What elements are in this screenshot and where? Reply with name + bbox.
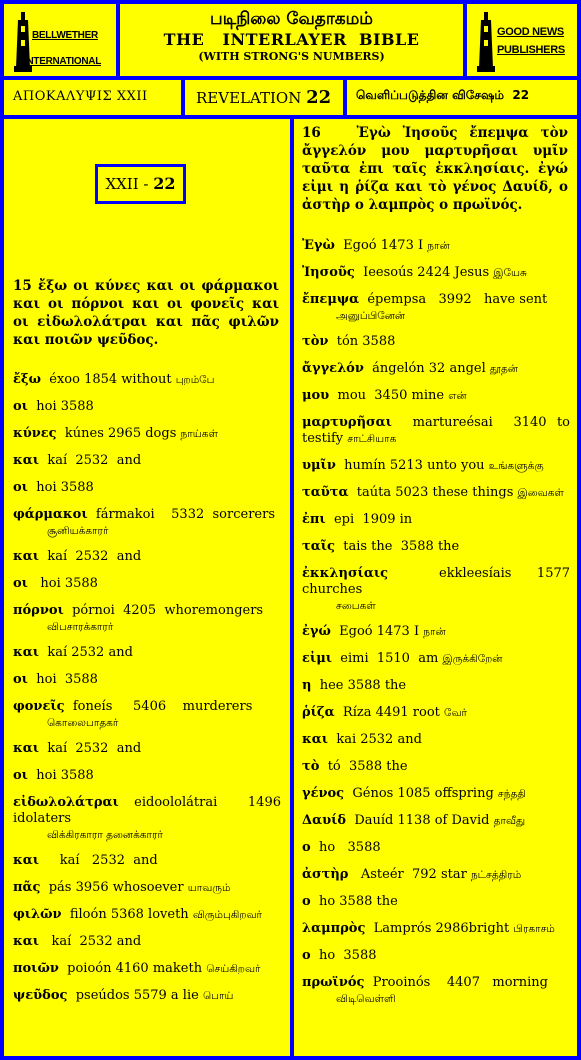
word-row bbox=[13, 507, 281, 539]
english-chapter-number: 22 bbox=[306, 87, 332, 108]
greek-word: ἔπεμψα bbox=[302, 292, 360, 307]
transliteration-strongs-gloss: kaí 2532 and bbox=[43, 453, 146, 468]
greek-word: ἐγώ bbox=[302, 624, 331, 639]
tamil-ref-text: வெளிப்படுத்தின விசேஷம் 22 bbox=[356, 88, 530, 102]
word-row bbox=[13, 645, 281, 661]
word-row bbox=[302, 566, 579, 614]
transliteration-strongs-gloss: hoi 3588 bbox=[32, 480, 98, 495]
transliteration-strongs-gloss: ho 3588 bbox=[314, 840, 385, 855]
greek-word: ταῖς bbox=[302, 539, 335, 554]
tamil-gloss: உங்களுக்கு bbox=[488, 460, 544, 472]
greek-word: ἐκκλησίαις bbox=[302, 566, 389, 581]
tamil-gloss: தூதன் bbox=[489, 363, 518, 375]
word-row bbox=[13, 372, 281, 388]
greek-word: Ἰησοῦς bbox=[302, 265, 355, 280]
word-row bbox=[302, 759, 570, 775]
english-book-reference bbox=[185, 80, 343, 115]
good-news-logo bbox=[475, 12, 575, 72]
greek-word: λαμπρὸς bbox=[302, 921, 366, 936]
word-row bbox=[302, 334, 570, 350]
word-row bbox=[302, 651, 570, 667]
tower-icon bbox=[475, 12, 497, 72]
transliteration-strongs-gloss: eidoololátrai 1496 idolaters bbox=[13, 795, 286, 826]
transliteration-strongs-gloss: ángelón 32 angel bbox=[368, 361, 490, 376]
transliteration-strongs-gloss: martureésai 3140 to testify bbox=[302, 415, 575, 446]
transliteration-strongs-gloss: hee 3588 the bbox=[315, 678, 411, 693]
tamil-gloss: சூனியக்காரர் bbox=[47, 525, 109, 537]
transliteration-strongs-gloss: kaí 2532 and bbox=[43, 741, 146, 756]
english-book-name: REVELATION bbox=[196, 89, 302, 107]
right-word-list bbox=[302, 238, 579, 1017]
transliteration-strongs-gloss: Egoó 1473 I bbox=[335, 624, 424, 639]
transliteration-strongs-gloss: Génos 1085 offspring bbox=[348, 786, 498, 801]
transliteration-strongs-gloss: ho 3588 the bbox=[314, 894, 402, 909]
greek-word: φονεῖς bbox=[13, 699, 65, 714]
transliteration-strongs-gloss: kaí 2532 and bbox=[43, 853, 162, 868]
word-row bbox=[302, 512, 570, 528]
word-row bbox=[302, 732, 570, 748]
transliteration-strongs-gloss: Ieesoús 2424 Jesus bbox=[358, 265, 494, 280]
greek-word: πόρνοι bbox=[13, 603, 64, 618]
transliteration-strongs-gloss: épempsa 3992 have sent bbox=[363, 292, 552, 307]
greek-word: ἄγγελόν bbox=[302, 361, 364, 376]
transliteration-strongs-gloss: hoi 3588 bbox=[32, 399, 98, 414]
tamil-gloss: அனுப்பினேன் bbox=[336, 310, 406, 322]
greek-word: οι bbox=[13, 768, 28, 783]
word-row bbox=[302, 238, 570, 254]
tamil-gloss: இருக்கிறேன் bbox=[442, 653, 503, 665]
word-row bbox=[13, 961, 281, 977]
greek-word: και bbox=[13, 549, 40, 564]
greek-book-reference bbox=[4, 80, 181, 115]
word-row bbox=[302, 678, 570, 694]
verse-15-greek: 15 ἔξω οι κύνες και οι φάρμακοι και οι πόρνοι και οι φονεῖς και οι εἰδωλολάτραι και πᾶς φιλῶν και ποιῶν ψεῦδος. bbox=[13, 278, 279, 348]
transliteration-strongs-gloss: Ríza 4491 root bbox=[338, 705, 445, 720]
tamil-gloss: பிரகாசம் bbox=[513, 923, 555, 935]
transliteration-strongs-gloss: ekkleesíais 1577 churches bbox=[302, 566, 579, 597]
greek-word: τὸ bbox=[302, 759, 320, 774]
transliteration-strongs-gloss: éxoo 1854 without bbox=[45, 372, 176, 387]
transliteration-strongs-gloss: poioón 4160 maketh bbox=[63, 961, 207, 976]
transliteration-strongs-gloss: kaí 2532 and bbox=[43, 645, 138, 660]
greek-word: πρωϊνός bbox=[302, 975, 365, 990]
transliteration-strongs-gloss: hoi 3588 bbox=[32, 576, 103, 591]
greek-word: ταῦτα bbox=[302, 485, 349, 500]
transliteration-strongs-gloss: tón 3588 bbox=[332, 334, 400, 349]
transliteration-strongs-gloss: Prooinós 4407 morning bbox=[368, 975, 553, 990]
tamil-gloss: பொய் bbox=[202, 990, 234, 1002]
transliteration-strongs-gloss: pórnoi 4205 whoremongers bbox=[67, 603, 268, 618]
word-row bbox=[302, 840, 570, 856]
word-row bbox=[302, 265, 570, 281]
tamil-gloss: கொலைபாதகர் bbox=[47, 717, 119, 729]
word-row bbox=[13, 768, 281, 784]
word-row bbox=[13, 672, 281, 688]
word-row bbox=[302, 458, 570, 474]
greek-ref-text: ΑΠΟΚΑΛΥΨΙΣ XXII bbox=[13, 89, 148, 104]
greek-word: και bbox=[13, 741, 40, 756]
word-row bbox=[302, 415, 575, 447]
greek-word: γένος bbox=[302, 786, 345, 801]
greek-word: οι bbox=[13, 576, 28, 591]
greek-word: εἰδωλολάτραι bbox=[13, 795, 119, 810]
transliteration-strongs-gloss: kai 2532 and bbox=[332, 732, 427, 747]
word-row bbox=[302, 975, 570, 1007]
transliteration-strongs-gloss: tó 3588 the bbox=[323, 759, 412, 774]
greek-word: φάρμακοι bbox=[13, 507, 88, 522]
right-column bbox=[294, 119, 577, 1056]
left-word-list bbox=[13, 372, 286, 1015]
greek-word: ψεῦδος bbox=[13, 988, 68, 1003]
tamil-gloss: நாய்கள் bbox=[180, 428, 218, 440]
transliteration-strongs-gloss: pás 3956 whosoever bbox=[44, 880, 188, 895]
word-row bbox=[13, 741, 281, 757]
word-row bbox=[302, 921, 570, 937]
greek-word: υμῖν bbox=[302, 458, 336, 473]
word-row bbox=[302, 624, 570, 640]
transliteration-strongs-gloss: taúta 5023 these things bbox=[352, 485, 518, 500]
tamil-gloss: என் bbox=[448, 390, 467, 402]
transliteration-strongs-gloss: hoi 3588 bbox=[32, 768, 98, 783]
word-row bbox=[13, 907, 281, 923]
transliteration-strongs-gloss: kaí 2532 and bbox=[43, 549, 146, 564]
word-row bbox=[302, 813, 570, 829]
greek-word: τὸν bbox=[302, 334, 329, 349]
greek-word: και bbox=[13, 645, 40, 660]
transliteration-strongs-gloss: humín 5213 unto you bbox=[340, 458, 489, 473]
greek-word: οι bbox=[13, 480, 28, 495]
greek-word: οι bbox=[13, 399, 28, 414]
tamil-book-reference bbox=[347, 80, 577, 115]
tamil-gloss: யாவரும் bbox=[187, 882, 231, 894]
greek-word: η bbox=[302, 678, 312, 693]
word-row bbox=[13, 453, 281, 469]
logo-right-line2: PUBLISHERS bbox=[497, 44, 565, 56]
word-row bbox=[13, 699, 281, 731]
word-row bbox=[13, 795, 286, 843]
greek-word: Δαυίδ bbox=[302, 813, 347, 828]
logo-left-line2: INTERNATIONAL bbox=[24, 56, 102, 67]
verse-16-greek: 16 Ἐγὼ Ἰησοῦς ἔπεμψα τὸν ἄγγελόν μου μαρτυρῆσαι υμῖν ταῦτα ἐπι ταῖς ἐκκλησίαις. ἐγώ εἰμι η ῥίζα και τὸ γένος Δαυίδ, ο ἀστὴρ ο λαμπρὸς ο πρωϊνός. bbox=[302, 125, 573, 213]
word-row bbox=[302, 292, 570, 324]
bellwether-logo bbox=[12, 12, 112, 72]
title-subtitle: (WITH STRONG'S NUMBERS) bbox=[198, 50, 385, 63]
logo-left bbox=[4, 4, 116, 76]
transliteration-strongs-gloss: filoón 5368 loveth bbox=[65, 907, 193, 922]
word-row bbox=[302, 485, 570, 501]
transliteration-strongs-gloss: Lamprós 2986bright bbox=[369, 921, 514, 936]
transliteration-strongs-gloss: mou 3450 mine bbox=[333, 388, 449, 403]
word-row bbox=[302, 388, 570, 404]
tamil-gloss: புறம்பே bbox=[175, 374, 215, 386]
tamil-gloss: விபசாரக்காரர் bbox=[47, 621, 114, 633]
transliteration-strongs-gloss: eimi 1510 am bbox=[336, 651, 443, 666]
transliteration-strongs-gloss: pseúdos 5579 a lie bbox=[71, 988, 203, 1003]
greek-word: και bbox=[302, 732, 329, 747]
tamil-gloss: நட்சத்திரம் bbox=[470, 869, 522, 881]
logo-right bbox=[467, 4, 577, 76]
tamil-gloss: செய்கிறவர் bbox=[206, 963, 261, 975]
word-row bbox=[302, 705, 570, 721]
word-row bbox=[302, 867, 570, 883]
chapter-label: XXII - bbox=[105, 175, 154, 193]
transliteration-strongs-gloss: kúnes 2965 dogs bbox=[60, 426, 181, 441]
tamil-gloss: விக்கிரகாரா தனைக்காரர் bbox=[47, 829, 163, 841]
word-row bbox=[13, 480, 281, 496]
greek-word: φιλῶν bbox=[13, 907, 62, 922]
tamil-gloss: இயேசு bbox=[493, 267, 527, 279]
word-row bbox=[13, 576, 281, 592]
title-tamil: படிநிலை வேதாகமம் bbox=[210, 9, 373, 29]
word-row bbox=[302, 948, 570, 964]
transliteration-strongs-gloss: Asteér 792 star bbox=[352, 867, 471, 882]
word-row bbox=[302, 539, 570, 555]
tamil-gloss: இவைகள் bbox=[517, 487, 564, 499]
word-row bbox=[13, 426, 281, 442]
word-row bbox=[13, 988, 281, 1004]
left-column bbox=[4, 119, 290, 1056]
word-row bbox=[13, 880, 281, 896]
word-row bbox=[13, 399, 281, 415]
transliteration-strongs-gloss: tais the 3588 the bbox=[339, 539, 464, 554]
logo-right-line1: GOOD NEWS bbox=[497, 26, 564, 38]
tamil-gloss: தாவீது bbox=[493, 815, 526, 827]
greek-word: ο bbox=[302, 948, 311, 963]
word-row bbox=[302, 894, 570, 910]
transliteration-strongs-gloss: fármakoi 5332 sorcerers bbox=[91, 507, 280, 522]
greek-word: ο bbox=[302, 894, 311, 909]
greek-word: και bbox=[13, 453, 40, 468]
word-row bbox=[13, 934, 281, 950]
title-english: THE INTERLAYER BIBLE bbox=[163, 30, 420, 49]
greek-word: ἐπι bbox=[302, 512, 326, 527]
greek-word: ἔξω bbox=[13, 372, 41, 387]
tamil-gloss: விரும்புகிறவர் bbox=[192, 909, 263, 921]
word-row bbox=[13, 853, 281, 869]
transliteration-strongs-gloss: Egoó 1473 I bbox=[339, 238, 428, 253]
greek-word: οι bbox=[13, 672, 28, 687]
greek-word: και bbox=[13, 934, 40, 949]
greek-word: κύνες bbox=[13, 426, 57, 441]
chapter-box bbox=[95, 164, 186, 204]
greek-word: και bbox=[13, 853, 40, 868]
greek-word: ποιῶν bbox=[13, 961, 59, 976]
greek-word: ῥίζα bbox=[302, 705, 335, 720]
transliteration-strongs-gloss: ho 3588 bbox=[314, 948, 381, 963]
greek-word: εἰμι bbox=[302, 651, 332, 666]
chapter-number: 22 bbox=[153, 174, 176, 193]
tamil-gloss: நான் bbox=[427, 240, 450, 252]
tamil-gloss: வேர் bbox=[444, 707, 468, 719]
tamil-gloss: சந்ததி bbox=[497, 788, 526, 800]
greek-word: μου bbox=[302, 388, 330, 403]
tamil-gloss: நான் bbox=[423, 626, 446, 638]
greek-word: ο bbox=[302, 840, 311, 855]
greek-word: Ἐγὼ bbox=[302, 238, 335, 253]
greek-word: πᾶς bbox=[13, 880, 41, 895]
greek-word: μαρτυρῆσαι bbox=[302, 415, 392, 430]
logo-left-line1: BELLWETHER bbox=[32, 30, 98, 41]
tamil-gloss: சாட்சியாக bbox=[347, 433, 397, 445]
transliteration-strongs-gloss: Dauíd 1138 of David bbox=[350, 813, 494, 828]
word-row bbox=[13, 603, 281, 635]
transliteration-strongs-gloss: kaí 2532 and bbox=[43, 934, 146, 949]
word-row bbox=[302, 786, 570, 802]
tamil-gloss: சபைகள் bbox=[336, 600, 376, 612]
title-box bbox=[120, 4, 463, 76]
transliteration-strongs-gloss: foneís 5406 murderers bbox=[68, 699, 257, 714]
transliteration-strongs-gloss: hoi 3588 bbox=[32, 672, 103, 687]
word-row bbox=[13, 549, 281, 565]
greek-word: ἀστὴρ bbox=[302, 867, 349, 882]
word-row bbox=[302, 361, 570, 377]
tamil-gloss: விடிவெள்ளி bbox=[336, 993, 396, 1005]
transliteration-strongs-gloss: epi 1909 in bbox=[329, 512, 417, 527]
